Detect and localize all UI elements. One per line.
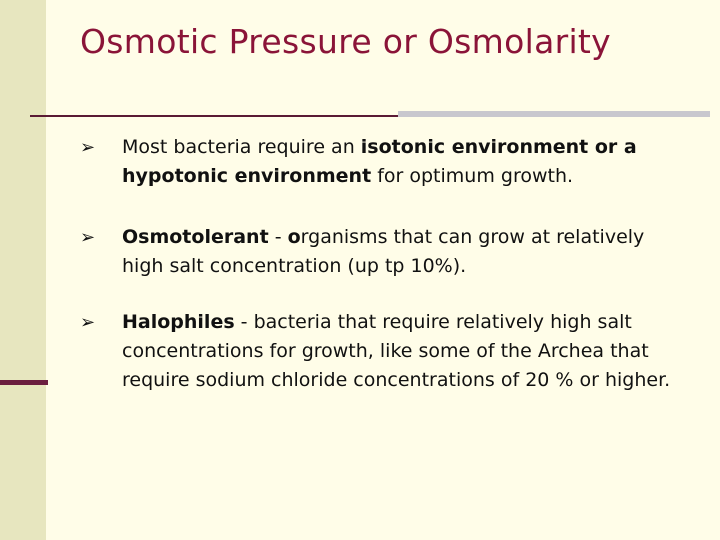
bullet-text: Most bacteria require an isotonic environment or a hypotonic environment for optimum growth. (122, 136, 637, 187)
title-underline-gray (398, 111, 710, 117)
bullet-text: Osmotolerant - organisms that can grow at relatively high salt concentration (up tp 10%). (122, 226, 645, 277)
arrow-bullet-icon: ➢ (80, 137, 96, 158)
bullet-item-halophiles (80, 308, 690, 395)
bullet-item-osmotolerant (80, 223, 690, 281)
arrow-bullet-icon: ➢ (80, 227, 96, 248)
left-accent-bar (0, 380, 48, 385)
left-decorative-band (0, 0, 46, 540)
title-underline-dark (30, 115, 398, 117)
slide-title: Osmotic Pressure or Osmolarity (80, 22, 611, 61)
bullet-item-isotonic (80, 133, 690, 191)
arrow-bullet-icon: ➢ (80, 312, 96, 333)
bullet-list (80, 133, 690, 427)
bullet-text: Halophiles - bacteria that require relatively high salt concentrations for growth, like some of the Archea that require sodium chloride concentrations of 20 % or higher. (122, 311, 671, 391)
